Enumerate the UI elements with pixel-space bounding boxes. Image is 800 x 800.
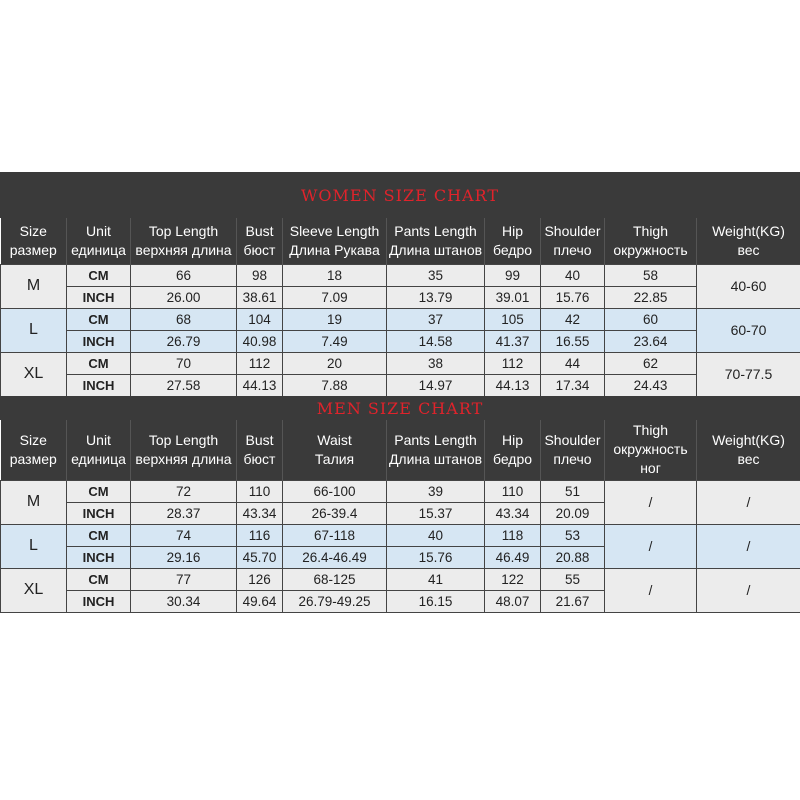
- header-label: Pants Length: [394, 222, 477, 239]
- women-header-hip: [485, 218, 541, 264]
- value-cell: 72: [131, 480, 237, 502]
- unit-cell: INCH: [67, 374, 131, 396]
- unit-cell: CM: [67, 524, 131, 546]
- value-cell: 21.67: [541, 590, 605, 612]
- value-cell: 116: [237, 524, 283, 546]
- value-cell: 126: [237, 568, 283, 590]
- value-cell: 20.09: [541, 502, 605, 524]
- value-cell: 112: [485, 352, 541, 374]
- men-row-l-cm: [1, 524, 800, 546]
- size-cell: M: [1, 264, 67, 308]
- women-row-xl-cm: [1, 352, 800, 374]
- women-header-col5: [283, 218, 387, 264]
- men-row-m-cm: [1, 480, 800, 502]
- value-cell: 28.37: [131, 502, 237, 524]
- size-cell: L: [1, 308, 67, 352]
- value-cell: 104: [237, 308, 283, 330]
- value-cell: 16.15: [387, 590, 485, 612]
- header-label: бюст: [243, 241, 276, 258]
- header-label: Талия: [314, 450, 355, 467]
- header-label: Unit: [86, 222, 111, 239]
- size-chart-sheet: [0, 172, 800, 612]
- size-cell: L: [1, 524, 67, 568]
- size-cell: XL: [1, 352, 67, 396]
- value-cell: 77: [131, 568, 237, 590]
- header-label: Size: [19, 222, 47, 239]
- value-cell: 22.85: [605, 286, 697, 308]
- value-cell: 19: [283, 308, 387, 330]
- value-cell: 58: [605, 264, 697, 286]
- unit-cell: CM: [67, 352, 131, 374]
- value-cell: 49.64: [237, 590, 283, 612]
- header-label: Thigh: [632, 422, 669, 439]
- value-cell: 67-118: [283, 524, 387, 546]
- weight-cell: 40-60: [697, 264, 800, 308]
- men-header-pants-length: [387, 420, 485, 480]
- header-label: размер: [9, 450, 57, 467]
- header-label: бедро: [492, 450, 533, 467]
- value-cell: 23.64: [605, 330, 697, 352]
- value-cell: 29.16: [131, 546, 237, 568]
- value-cell: 48.07: [485, 590, 541, 612]
- value-cell: 68: [131, 308, 237, 330]
- value-cell: 46.49: [485, 546, 541, 568]
- women-row-m-cm: [1, 264, 800, 286]
- header-label: Длина Рукава: [289, 241, 380, 258]
- value-cell: 18: [283, 264, 387, 286]
- header-label: Thigh: [632, 222, 669, 239]
- value-cell: 7.88: [283, 374, 387, 396]
- weight-cell: /: [697, 568, 800, 612]
- men-header-shoulder: [541, 420, 605, 480]
- value-cell: 15.76: [541, 286, 605, 308]
- unit-cell: INCH: [67, 330, 131, 352]
- value-cell: 40: [387, 524, 485, 546]
- header-label: верхняя длина: [135, 241, 232, 258]
- header-label: верхняя длина: [135, 450, 232, 467]
- value-cell: /: [605, 480, 697, 524]
- value-cell: 51: [541, 480, 605, 502]
- header-label: ног: [640, 460, 661, 477]
- women-row-m-inch: [1, 286, 800, 308]
- header-label: окружность: [613, 241, 688, 258]
- value-cell: 39: [387, 480, 485, 502]
- header-label: Длина штанов: [388, 241, 483, 258]
- value-cell: 41.37: [485, 330, 541, 352]
- header-label: размер: [9, 241, 57, 258]
- value-cell: 26.79: [131, 330, 237, 352]
- women-row-l-cm: [1, 308, 800, 330]
- women-header-top-length: [131, 218, 237, 264]
- value-cell: 15.37: [387, 502, 485, 524]
- header-label: плечо: [553, 241, 592, 258]
- men-header-top-length: [131, 420, 237, 480]
- value-cell: 118: [485, 524, 541, 546]
- unit-cell: INCH: [67, 546, 131, 568]
- header-label: Длина штанов: [388, 450, 483, 467]
- value-cell: 30.34: [131, 590, 237, 612]
- men-header-weight: [697, 420, 800, 480]
- header-label: окружность: [613, 441, 688, 458]
- value-cell: 17.34: [541, 374, 605, 396]
- value-cell: 74: [131, 524, 237, 546]
- header-label: бедро: [492, 241, 533, 258]
- value-cell: 24.43: [605, 374, 697, 396]
- value-cell: 44.13: [485, 374, 541, 396]
- value-cell: 105: [485, 308, 541, 330]
- value-cell: 122: [485, 568, 541, 590]
- value-cell: 110: [485, 480, 541, 502]
- value-cell: 110: [237, 480, 283, 502]
- header-label: вес: [737, 450, 760, 467]
- header-label: Bust: [245, 222, 274, 239]
- value-cell: 38.61: [237, 286, 283, 308]
- unit-cell: INCH: [67, 590, 131, 612]
- value-cell: 70: [131, 352, 237, 374]
- value-cell: 26.00: [131, 286, 237, 308]
- size-cell: M: [1, 480, 67, 524]
- value-cell: 40.98: [237, 330, 283, 352]
- women-header-thigh: [605, 218, 697, 264]
- men-header-col5: [283, 420, 387, 480]
- header-label: Weight(KG): [712, 222, 785, 239]
- women-size-table: [0, 218, 800, 397]
- women-row-xl-inch: [1, 374, 800, 396]
- header-label: Sleeve Length: [289, 222, 380, 239]
- header-label: бюст: [243, 450, 276, 467]
- header-label: Size: [19, 431, 47, 448]
- value-cell: /: [605, 568, 697, 612]
- value-cell: 45.70: [237, 546, 283, 568]
- women-header-size: [1, 218, 67, 264]
- size-cell: XL: [1, 568, 67, 612]
- value-cell: 14.58: [387, 330, 485, 352]
- header-label: Hip: [501, 222, 523, 239]
- header-label: Top Length: [148, 431, 219, 448]
- value-cell: 16.55: [541, 330, 605, 352]
- unit-cell: CM: [67, 308, 131, 330]
- value-cell: 66: [131, 264, 237, 286]
- value-cell: 15.76: [387, 546, 485, 568]
- unit-cell: INCH: [67, 286, 131, 308]
- men-size-table: [0, 420, 800, 613]
- header-label: Hip: [501, 431, 523, 448]
- men-size-chart-title: [0, 396, 800, 420]
- header-label: Shoulder: [544, 431, 601, 448]
- men-header-bust: [237, 420, 283, 480]
- value-cell: 112: [237, 352, 283, 374]
- header-label: вес: [737, 241, 760, 258]
- weight-cell: /: [697, 524, 800, 568]
- unit-cell: INCH: [67, 502, 131, 524]
- value-cell: /: [605, 524, 697, 568]
- value-cell: 20.88: [541, 546, 605, 568]
- value-cell: 26.79-49.25: [283, 590, 387, 612]
- women-header-weight: [697, 218, 800, 264]
- weight-cell: 70-77.5: [697, 352, 800, 396]
- value-cell: 26-39.4: [283, 502, 387, 524]
- value-cell: 7.09: [283, 286, 387, 308]
- men-header-unit: [67, 420, 131, 480]
- weight-cell: /: [697, 480, 800, 524]
- women-title-text: WOMEN SIZE CHART: [300, 185, 500, 205]
- header-label: Shoulder: [544, 222, 601, 239]
- header-label: Top Length: [148, 222, 219, 239]
- value-cell: 53: [541, 524, 605, 546]
- value-cell: 26.4-46.49: [283, 546, 387, 568]
- value-cell: 99: [485, 264, 541, 286]
- header-label: Waist: [317, 431, 352, 448]
- men-header-hip: [485, 420, 541, 480]
- value-cell: 42: [541, 308, 605, 330]
- header-label: плечо: [553, 450, 592, 467]
- value-cell: 44: [541, 352, 605, 374]
- unit-cell: CM: [67, 480, 131, 502]
- men-header-row: [1, 420, 800, 480]
- header-label: Unit: [86, 431, 111, 448]
- header-label: Pants Length: [394, 431, 477, 448]
- value-cell: 7.49: [283, 330, 387, 352]
- women-header-unit: [67, 218, 131, 264]
- value-cell: 43.34: [237, 502, 283, 524]
- header-label: единица: [71, 450, 126, 467]
- value-cell: 13.79: [387, 286, 485, 308]
- header-label: единица: [71, 241, 126, 258]
- men-header-thigh: [605, 420, 697, 480]
- value-cell: 35: [387, 264, 485, 286]
- value-cell: 44.13: [237, 374, 283, 396]
- women-size-chart-title: [0, 172, 800, 218]
- value-cell: 37: [387, 308, 485, 330]
- value-cell: 39.01: [485, 286, 541, 308]
- value-cell: 60: [605, 308, 697, 330]
- women-row-l-inch: [1, 330, 800, 352]
- unit-cell: CM: [67, 568, 131, 590]
- value-cell: 27.58: [131, 374, 237, 396]
- unit-cell: CM: [67, 264, 131, 286]
- value-cell: 98: [237, 264, 283, 286]
- women-header-bust: [237, 218, 283, 264]
- value-cell: 43.34: [485, 502, 541, 524]
- men-row-xl-cm: [1, 568, 800, 590]
- women-header-pants-length: [387, 218, 485, 264]
- weight-cell: 60-70: [697, 308, 800, 352]
- men-title-text: MEN SIZE CHART: [316, 398, 484, 418]
- value-cell: 62: [605, 352, 697, 374]
- value-cell: 14.97: [387, 374, 485, 396]
- women-header-shoulder: [541, 218, 605, 264]
- women-header-row: [1, 218, 800, 264]
- value-cell: 40: [541, 264, 605, 286]
- men-header-size: [1, 420, 67, 480]
- value-cell: 55: [541, 568, 605, 590]
- value-cell: 20: [283, 352, 387, 374]
- header-label: Bust: [245, 431, 274, 448]
- value-cell: 38: [387, 352, 485, 374]
- header-label: Weight(KG): [712, 431, 785, 448]
- value-cell: 66-100: [283, 480, 387, 502]
- value-cell: 68-125: [283, 568, 387, 590]
- value-cell: 41: [387, 568, 485, 590]
